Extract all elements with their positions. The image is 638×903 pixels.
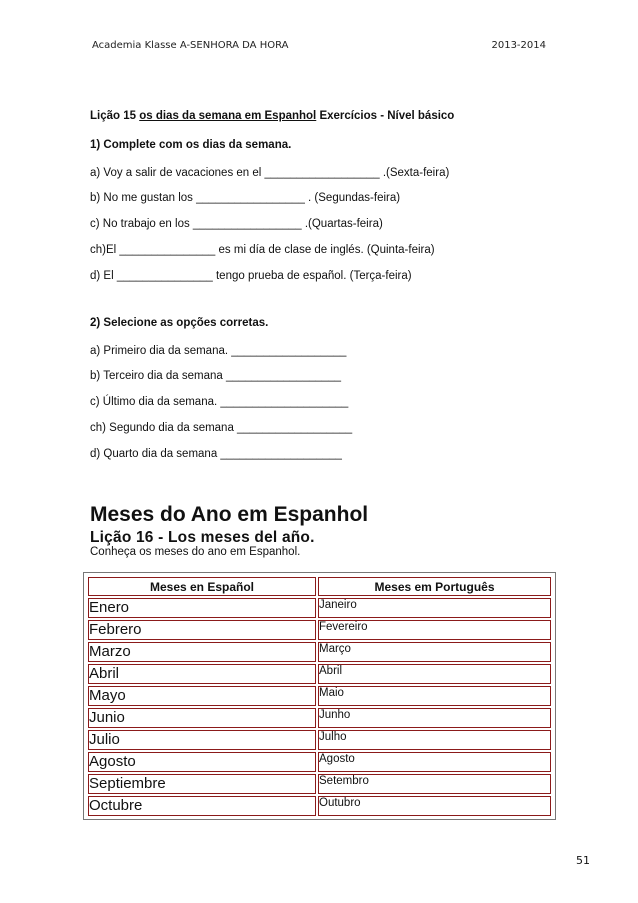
table-row (88, 752, 551, 772)
month-es: Mayo (88, 686, 316, 706)
month-pt: Abril (318, 664, 551, 684)
table-row (88, 730, 551, 750)
header-school-year: 2013-2014 (491, 40, 546, 51)
page-number: 51 (576, 854, 590, 867)
table-row (88, 708, 551, 728)
month-es: Septiembre (88, 774, 316, 794)
months-table-frame (83, 572, 556, 820)
exercise2-item-a: a) Primeiro dia da semana. __________________ (90, 345, 347, 357)
lesson15-title-suffix: Exercícios - Nível básico (316, 110, 455, 122)
month-pt: Julho (318, 730, 551, 750)
exercise1-item-c: c) No trabajo en los _________________ .(Quartas-feira) (90, 218, 383, 230)
month-es: Junio (88, 708, 316, 728)
months-table (86, 575, 553, 818)
table-header-row (88, 577, 551, 596)
exercise1-item-ch: ch)El _______________ es mi día de clase de inglés. (Quinta-feira) (90, 244, 435, 256)
month-pt: Março (318, 642, 551, 662)
lesson15-title-prefix: Lição 15 (90, 110, 140, 122)
lesson16-subheading: Lição 16 - Los meses del año. (90, 529, 315, 546)
month-es: Abril (88, 664, 316, 684)
exercise1-item-b: b) No me gustan los _________________ . (Segundas-feira) (90, 192, 401, 204)
month-pt: Outubro (318, 796, 551, 816)
exercise1-item-a: a) Voy a salir de vacaciones en el __________________ .(Sexta-feira) (90, 167, 450, 179)
month-es: Agosto (88, 752, 316, 772)
table-row (88, 686, 551, 706)
table-row (88, 598, 551, 618)
exercise2-item-b: b) Terceiro dia da semana __________________ (90, 370, 342, 382)
header-school-name: Academia Klasse A-SENHORA DA HORA (92, 40, 289, 51)
month-es: Febrero (88, 620, 316, 640)
exercise2-item-d: d) Quarto dia da semana ___________________ (90, 448, 342, 460)
header-portuguese: Meses em Português (318, 577, 551, 596)
exercise1-title: 1) Complete com os dias da semana. (90, 139, 292, 151)
month-pt: Setembro (318, 774, 551, 794)
exercise1-item-d: d) El _______________ tengo prueba de español. (Terça-feira) (90, 270, 412, 282)
exercise2-item-c: c) Último dia da semana. ____________________ (90, 396, 349, 408)
month-pt: Janeiro (318, 598, 551, 618)
header-spanish: Meses en Español (88, 577, 316, 596)
month-es: Julio (88, 730, 316, 750)
lesson15-title (90, 110, 454, 122)
month-pt: Agosto (318, 752, 551, 772)
month-pt: Maio (318, 686, 551, 706)
table-row (88, 620, 551, 640)
month-pt: Fevereiro (318, 620, 551, 640)
lesson15-title-topic: os dias da semana em Espanhol (139, 110, 317, 122)
month-es: Octubre (88, 796, 316, 816)
month-pt: Junho (318, 708, 551, 728)
table-row (88, 642, 551, 662)
month-es: Enero (88, 598, 316, 618)
table-row (88, 796, 551, 816)
months-heading: Meses do Ano em Espanhol (90, 503, 369, 526)
exercise2-title: 2) Selecione as opções corretas. (90, 317, 269, 329)
lesson16-intro: Conheça os meses do ano em Espanhol. (90, 546, 301, 558)
exercise2-item-ch: ch) Segundo dia da semana __________________ (90, 422, 353, 434)
month-es: Marzo (88, 642, 316, 662)
table-row (88, 664, 551, 684)
table-row (88, 774, 551, 794)
